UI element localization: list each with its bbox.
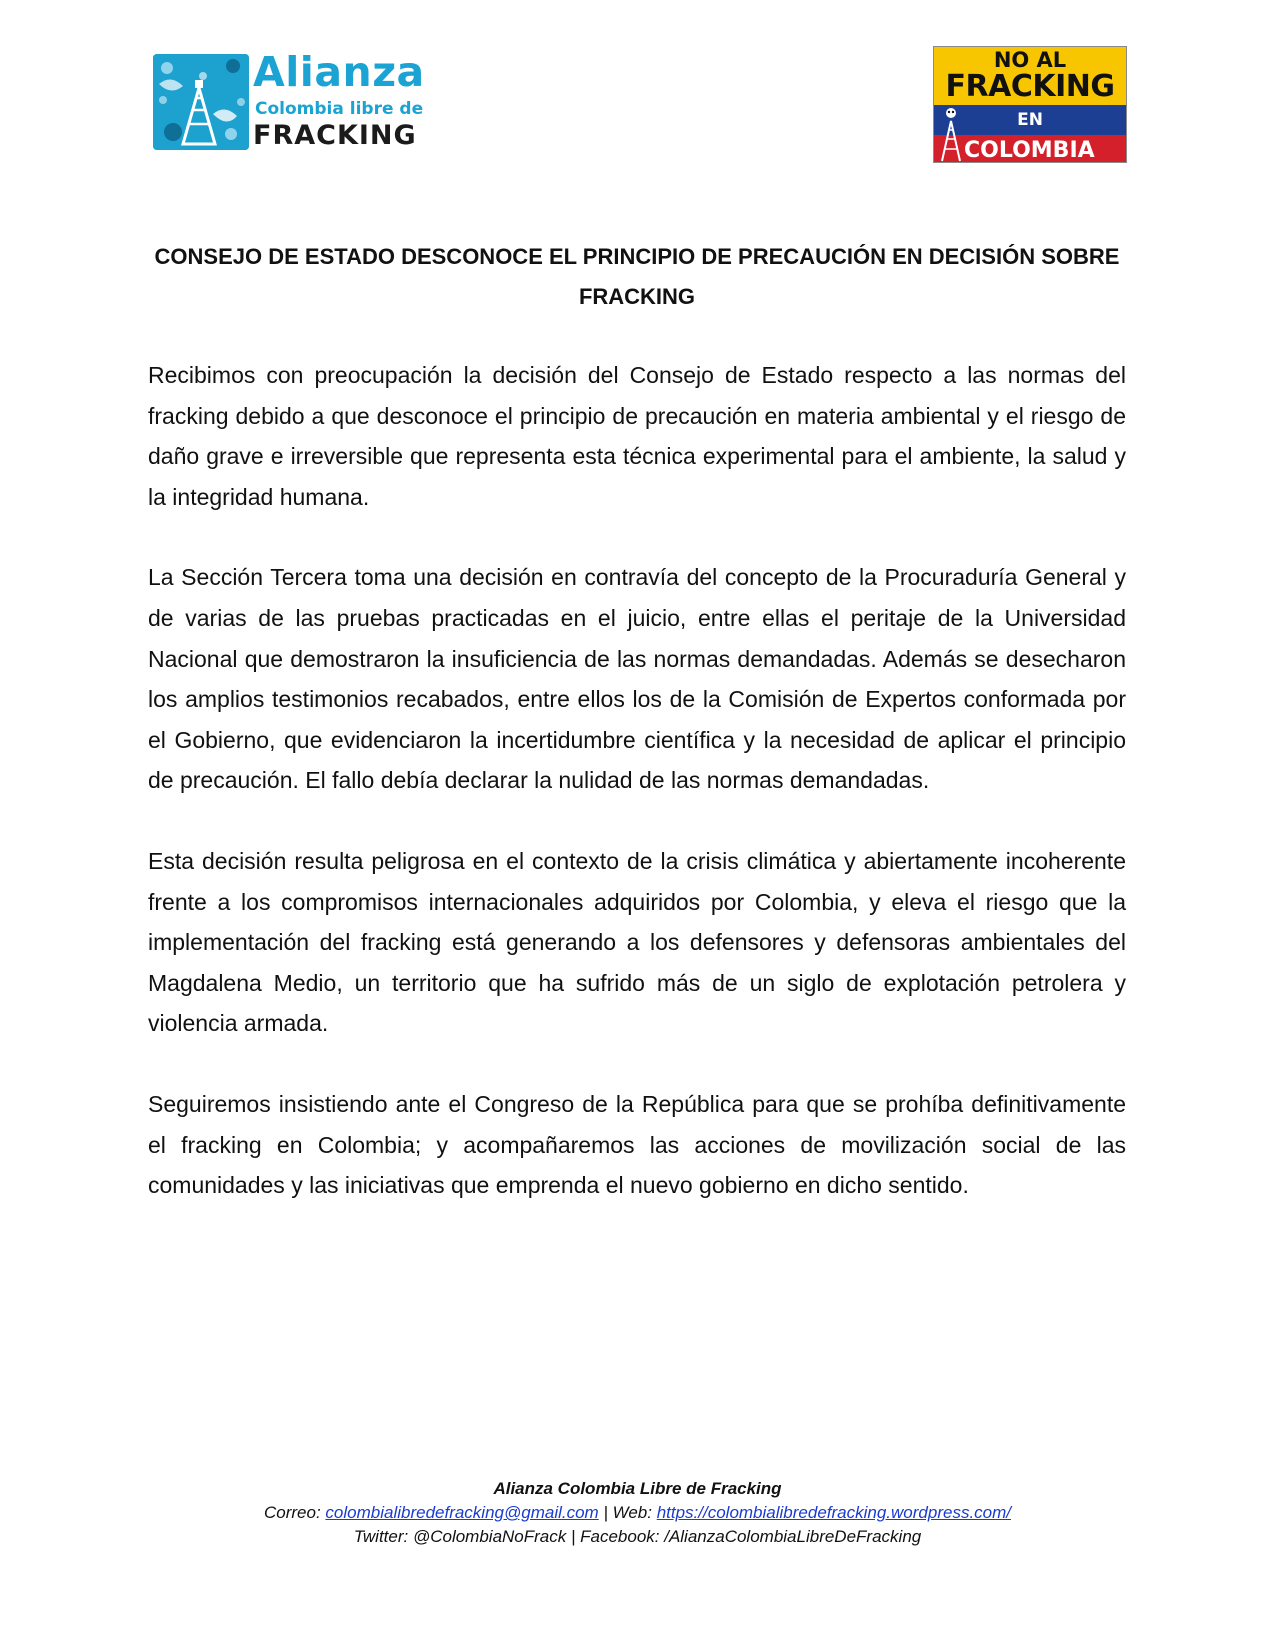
oil-rig-skull-icon bbox=[938, 107, 964, 163]
logo-subtitle: Colombia libre de bbox=[255, 99, 424, 119]
footer-social-line: Twitter: @ColombiaNoFrack | Facebook: /AlianzaColombiaLibreDeFracking bbox=[353, 1527, 922, 1546]
fracking-rig-collage-icon bbox=[153, 54, 249, 150]
paragraph-4: Seguiremos insistiendo ante el Congreso de la República para que se prohíba definitivamente el fracking en Colombia; y acompañaremos las acciones de movilización social de las comunidades y las iniciativas que emprenda el nuevo gobierno en dicho sentido. bbox=[148, 1090, 1126, 1199]
footer-email-link[interactable]: colombialibredefracking@gmail.com bbox=[325, 1503, 599, 1522]
footer-org-name: Alianza Colombia Libre de Fracking bbox=[493, 1479, 782, 1498]
logo-title: Alianza bbox=[253, 48, 425, 96]
alianza-logo bbox=[153, 48, 425, 152]
badge-line-en: EN bbox=[1017, 110, 1043, 130]
footer-contact-line bbox=[100, 1501, 1175, 1525]
badge-line-colombia: COLOMBIA bbox=[964, 138, 1095, 163]
badge-line-fracking: FRACKING bbox=[945, 69, 1115, 104]
logo-fracking: FRACKING bbox=[253, 120, 417, 151]
badge-line-no-al: NO AL bbox=[993, 48, 1067, 72]
paragraph-2: La Sección Tercera toma una decisión en contravía del concepto de la Procuraduría General y de varias de las pruebas practicadas en el juicio, entre ellas el peritaje de la Universidad Nacional que demostraron la insuficiencia de las normas demandadas. Además se desecharon los amplios testimonios recabados, entre ellos los de la Comisión de Expertos conformada por el Gobierno, que evidenciaron la incertidumbre científica y la necesidad de aplicar el principio de precaución. El fallo debía declarar la nulidad de las normas demandadas. bbox=[148, 564, 1126, 794]
footer-web-label: | Web: bbox=[598, 1503, 657, 1522]
paragraph-3: Esta decisión resulta peligrosa en el contexto de la crisis climática y abiertamente incoherente frente a los compromisos internacionales adquiridos por Colombia, y eleva el riesgo que la implementación del fracking está generando a los defensores y defensoras ambientales del Magdalena Medio, un territorio que ha sufrido más de un siglo de explotación petrolera y violencia armada. bbox=[148, 847, 1126, 1037]
no-al-fracking-logo bbox=[933, 46, 1127, 163]
document-body bbox=[148, 355, 1126, 1246]
footer bbox=[100, 1477, 1175, 1549]
document-title: CONSEJO DE ESTADO DESCONOCE EL PRINCIPIO DE PRECAUCIÓN EN DECISIÓN SOBRE FRACKING bbox=[154, 244, 1120, 309]
footer-web-link[interactable]: https://colombialibredefracking.wordpress.com/ bbox=[656, 1503, 1012, 1522]
footer-email-label: Correo: bbox=[263, 1503, 326, 1522]
paragraph-1: Recibimos con preocupación la decisión del Consejo de Estado respecto a las normas del fracking debido a que desconoce el principio de precaución en materia ambiental y el riesgo de daño grave e irreversible que representa esta técnica experimental para el ambiente, la salud y la integridad humana. bbox=[148, 362, 1126, 510]
